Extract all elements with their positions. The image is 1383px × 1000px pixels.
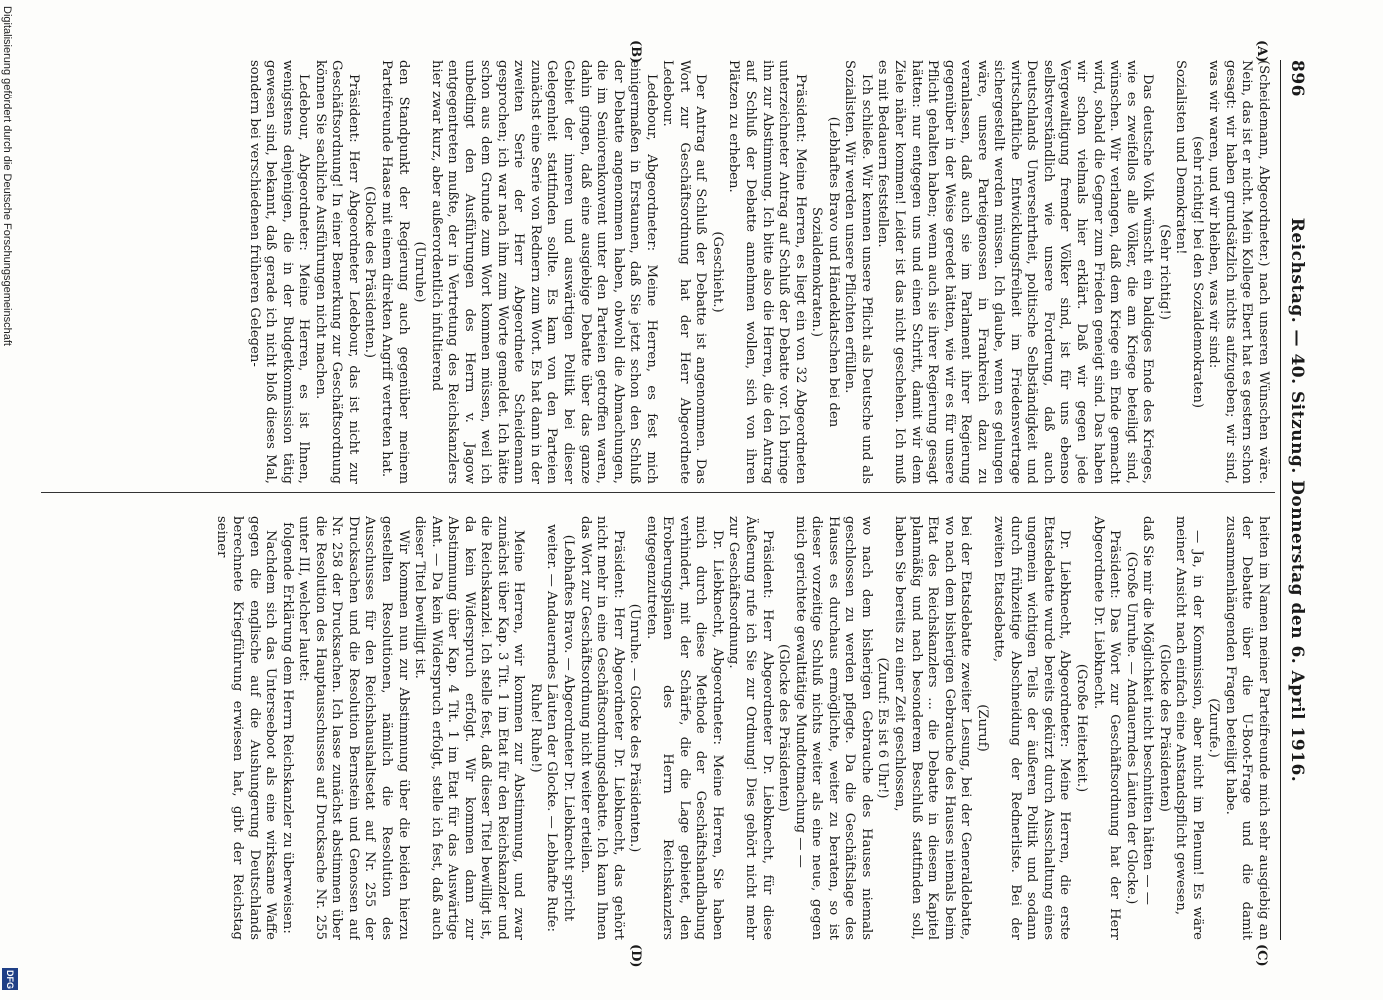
interjection: (Unruhe) [412,241,428,303]
left-column [41,60,1271,484]
speaker-paragraph: Präsident: Herr Abgeordneter Dr. Liebknecht, für diese Äußerung rufe ich Sie zur Ordnung! Dies gehört nicht mehr zur Geschäftsordnung. [726,516,775,940]
paragraph: (Scheidemann, Abgeordneter.) nach unseren Wünschen wäre. Nein, das ist er nicht. Mein Kollege Ebert hat es gestern schon gesagt: wir haben grundsätzlich nichts aufzugeben; wir sind, was wir waren, und wir bleiben, was wir sind: [1206,60,1271,484]
page-title: Reichstag. — 40. Sitzung. Donnerstag den 6. April 1916. [1287,217,1307,783]
speaker-paragraph: Präsident: Herr Abgeordneter Ledebour, das ist nicht zur Geschäftsordnung! In einer Bemerkung zur Geschäftsordnung können Sie sachliche Ausführungen nicht machen. [312,60,361,484]
paragraph: Sozialisten und Demokraten! [1173,60,1189,255]
paragraph: Der Antrag auf Schluß der Debatte ist angenommen. Das Wort zur Geschäftsordnung hat der Herr Abgeordnete Ledebour. [660,60,709,484]
paragraph: — Ja, in der Kommission, aber nicht im Plenum! Es wäre meiner Ansicht nach einfach eine Anstandspflicht gewesen, [1173,516,1205,940]
speaker-paragraph: Dr. Liebknecht, Abgeordneter: Meine Herren, Sie haben mich durch diese Methode der Geschäftshandhabung verhindert, mit der Schärfe, die die Lage gebietet, den Eroberungsplänen des Herrn Reichskanzlers entgegenzutreten. [643,516,725,940]
digitization-note [0,0,20,1000]
margin-mark-b: (B) [628,40,643,64]
speaker-paragraph: Präsident: Herr Abgeordneter Dr. Liebknecht, das gehört nicht mehr in eine Geschäftsordnungsdebatte. Ich kann Ihnen das Wort zur Geschäftsordnung nicht weiter erteilen. [577,516,626,940]
interjection: (Zuruf: Es ist 6 Uhr!) [875,657,891,799]
paragraph: Wir kommen nun zur Abstimmung über die beiden hierzu gestellten Resolutionen, nämlich die Resolution des Ausschusses für den Reichshaushaltsetat auf Nr. 255 der Drucksachen und die Resolution Bernstein und Genossen auf Nr. 258 der Drucksachen. Ich lasse zunächst abstimmen über die Resolution des Hauptausschusses auf Drucksache Nr. 255 unter III, welcher lautet: [296,516,411,940]
interjection: (Große Heiterkeit.) [1073,663,1089,793]
interjection: (Zurufe.) [1206,698,1222,758]
interjection: (sehr richtig! bei den Sozialdemokraten) [1189,136,1205,408]
interjection: (Geschieht.) [709,231,725,313]
dfg-logo: DFG [2,968,18,990]
paragraph: heiten im Namen meiner Parteifreunde mich sehr ausgiebig an der Debatte über die U-Boot-Frage und die damit zusammenhängenden Fragen beteiligt habe. [1222,516,1271,940]
margin-mark-a: (A) [1254,40,1269,63]
paragraph: Ich schließe. Wir kennen unsere Pflicht als Deutsche und als Sozialisten. Wir werden unsere Pflichten erfüllen. [842,60,874,484]
paragraph: folgende Erklärung dem Herrn Reichskanzler zu überweisen: [279,522,295,934]
interjection: (Zuruf) [974,704,990,752]
speaker-paragraph: Ledebour, Abgeordneter: Meine Herren, es fest mich einigermaßen in Erstaunen, daß Sie jetzt schon den Schluß der Debatte angenommen haben, obwohl die Abmachungen, die im Seniorenkonvent unter den Parteien getroffen waren, dahin gingen, daß eine ausgiebige Debatte über das ganze Gebiet der inneren und auswärtigen Politik bei dieser Gelegenheit stattfinden sollte. Es kam von den Parteien zunächst eine Serie von Rednern zum Wort. Es hat dann in der zweiten Serie der Herr Abgeordnete Scheidemann gesprochen; ich war nach ihm zum Worte gemeldet. Ich hätte schon aus dem Grunde zum Wort kommen müssen, weil ich unbedingt den Ausführungen des Herrn v. Jagow entgegentreten mußte, der in Vertretung des Reichskanzlers hier zwar kurz, aber außerordentlich infultierend [428,60,659,484]
interjection: (Große Unruhe. — Andauerndes Läuten der Glocke.) [1123,551,1139,905]
interjection: (Glocke des Präsidenten) [1156,644,1172,812]
paragraph: wo nach dem bisherigen Gebrauche des Hauses niemals geschlossen zu werden pflegte. Da die Geschäftslage des Hauses es durchaus ermöglichte, weiter zu beraten, so ist dieser vorzeitige Schluß nichts weiter als eine neue, gegen mich gerichtete gewalttätige Mundtotmachung — — [792,516,874,940]
paragraph: daß Sie mir die Möglichkeit nicht beschnitten hätten — — [1140,516,1156,905]
paragraph: Meine Herren, wir kommen zur Abstimmung, und zwar zunächst über Kap. 3 Tit. 1 im Etat für den Reichskanzler und die Reichskanzlei. Ich stelle fest, daß dieser Titel bewilligt ist, da kein Widerspruch erfolgt. Wir kommen dann zur Abstimmung über Kap. 4 Tit. 1 im Etat für das Auswärtige Amt. — Da kein Widerspruch erfolgt, stelle ich fest, daß auch dieser Titel bewilligt ist. [412,516,527,940]
digitization-note-text: Digitalisierung gefördert durch die Deutsche Forschungsgemeinschaft [1,6,13,346]
paragraph: Nachdem sich das Unterseeboot als eine wirksame Waffe gegen die englische auf die Aushungerung Deutschlands berechnete Kriegführung erwiesen hat, gibt der Reichstag seiner [213,516,279,940]
paragraph: bei der Etatsdebatte zweiter Lesung, bei der Generaldebatte, wo nach dem bisherigen Gebrauche des Hauses niemals beim Etat des Reichskanzlers ... die Debatte in diesem Kapitel planmäßig und nach besonderem Beschluß stattfinden soll, haben Sie bereits zu einer Zeit geschlossen, [891,516,974,940]
speaker-paragraph: Präsident: Meine Herren, es liegt ein von 32 Abgeordneten unterzeichneter Antrag auf Schluß der Debatte vor. Ich bringe ihn zur Abstimmung. Ich bitte also die Herren, die den Antrag auf Schluß der Debatte annehmen wollen, sich von ihren Plätzen zu erheben. [726,60,808,484]
interjection: (Sehr richtig!) [1156,224,1172,320]
interjection: (Unruhe. — Glocke des Präsidenten.) [627,603,643,853]
speaker-paragraph: Präsident: Das Wort zur Geschäftsordnung hat der Herr Abgeordnete Dr. Liebknecht. [1090,516,1123,940]
column-divider [41,492,1275,493]
speaker-paragraph: Ledebour, Abgeordneter: Meine Herren, es ist Ihnen, wenigstens denjenigen, die in der Budgetkommission tätig gewesen sind, bekannt, daß gerade ich nicht bloß dieses Mal, sondern bei verschiedenen früheren Gelegen- [246,60,312,484]
paragraph: den Standpunkt der Regierung auch gegenüber meinem Parteifreunde Haase mit einem direkten Angriff vertreten hat. [379,60,411,484]
margin-mark-c: (C) [1254,944,1269,967]
margin-mark-d: (D) [628,944,643,968]
right-column [41,516,1271,940]
interjection: (Glocke des Präsidenten) [776,644,792,812]
interjection: (Lebhaftes Bravo. — Abgeordneter Dr. Liebknecht spricht weiter. — Andauerndes Läuten der Glocke. — Lebhafte Rufe: Ruhe! Ruhe!) [527,523,577,933]
speaker-paragraph: Dr. Liebknecht, Abgeordneter: Meine Herren, die erste Etatsdebatte wurde bereits gekürzt durch Ausschaltung eines ungemein wichtigen Teils der äußeren Politik und sodann durch frühzeitige Abschneidung der Rednerliste. Bei der zweiten Etatsdebatte, [991,516,1073,940]
interjection: (Lebhaftes Bravo und Händeklatschen bei den Sozialdemokraten.) [809,116,841,428]
page-number: 896 [1287,60,1307,97]
interjection: (Glocke des Präsidenten.) [362,185,378,359]
page-header [1280,60,1311,940]
paragraph: Das deutsche Volk wünscht ein baldiges Ende des Krieges, wie es zweifellos alle Völker, die am Kriege beteiligt sind, wünschen. Wir verlangen, daß dem Kriege ein Ende gemacht wird, sobald die Gegner zum Frieden geneigt sind. Das haben wir schon vielmals hier erklärt. Daß wir gegen jede Vergewaltigung fremder Völker sind, ist für uns ebenso selbstverständlich wie unsere Forderung, daß auch Deutschlands Unversehrtheit, politische Selbständigkeit und wirtschaftliche Entwicklungsfreiheit im Friedensvertrage sichergestellt werden müssen. Ich glaube, wenn es gelungen wäre, unsere Parteigenossen in Frankreich dazu zu veranlassen, daß auch sie im Parlament ihrer Regierung gegenüber in der Weise geredet hätten, wie wir es für unsere Pflicht gehalten haben; wenn auch sie ihrer Regierung gesagt hätten: nur entgegen uns und einen Schritt, damit wir dem Ziele näher kommen! Leider ist das nicht geschehen. Ich muß es mit Bedauern feststellen. [875,60,1156,484]
